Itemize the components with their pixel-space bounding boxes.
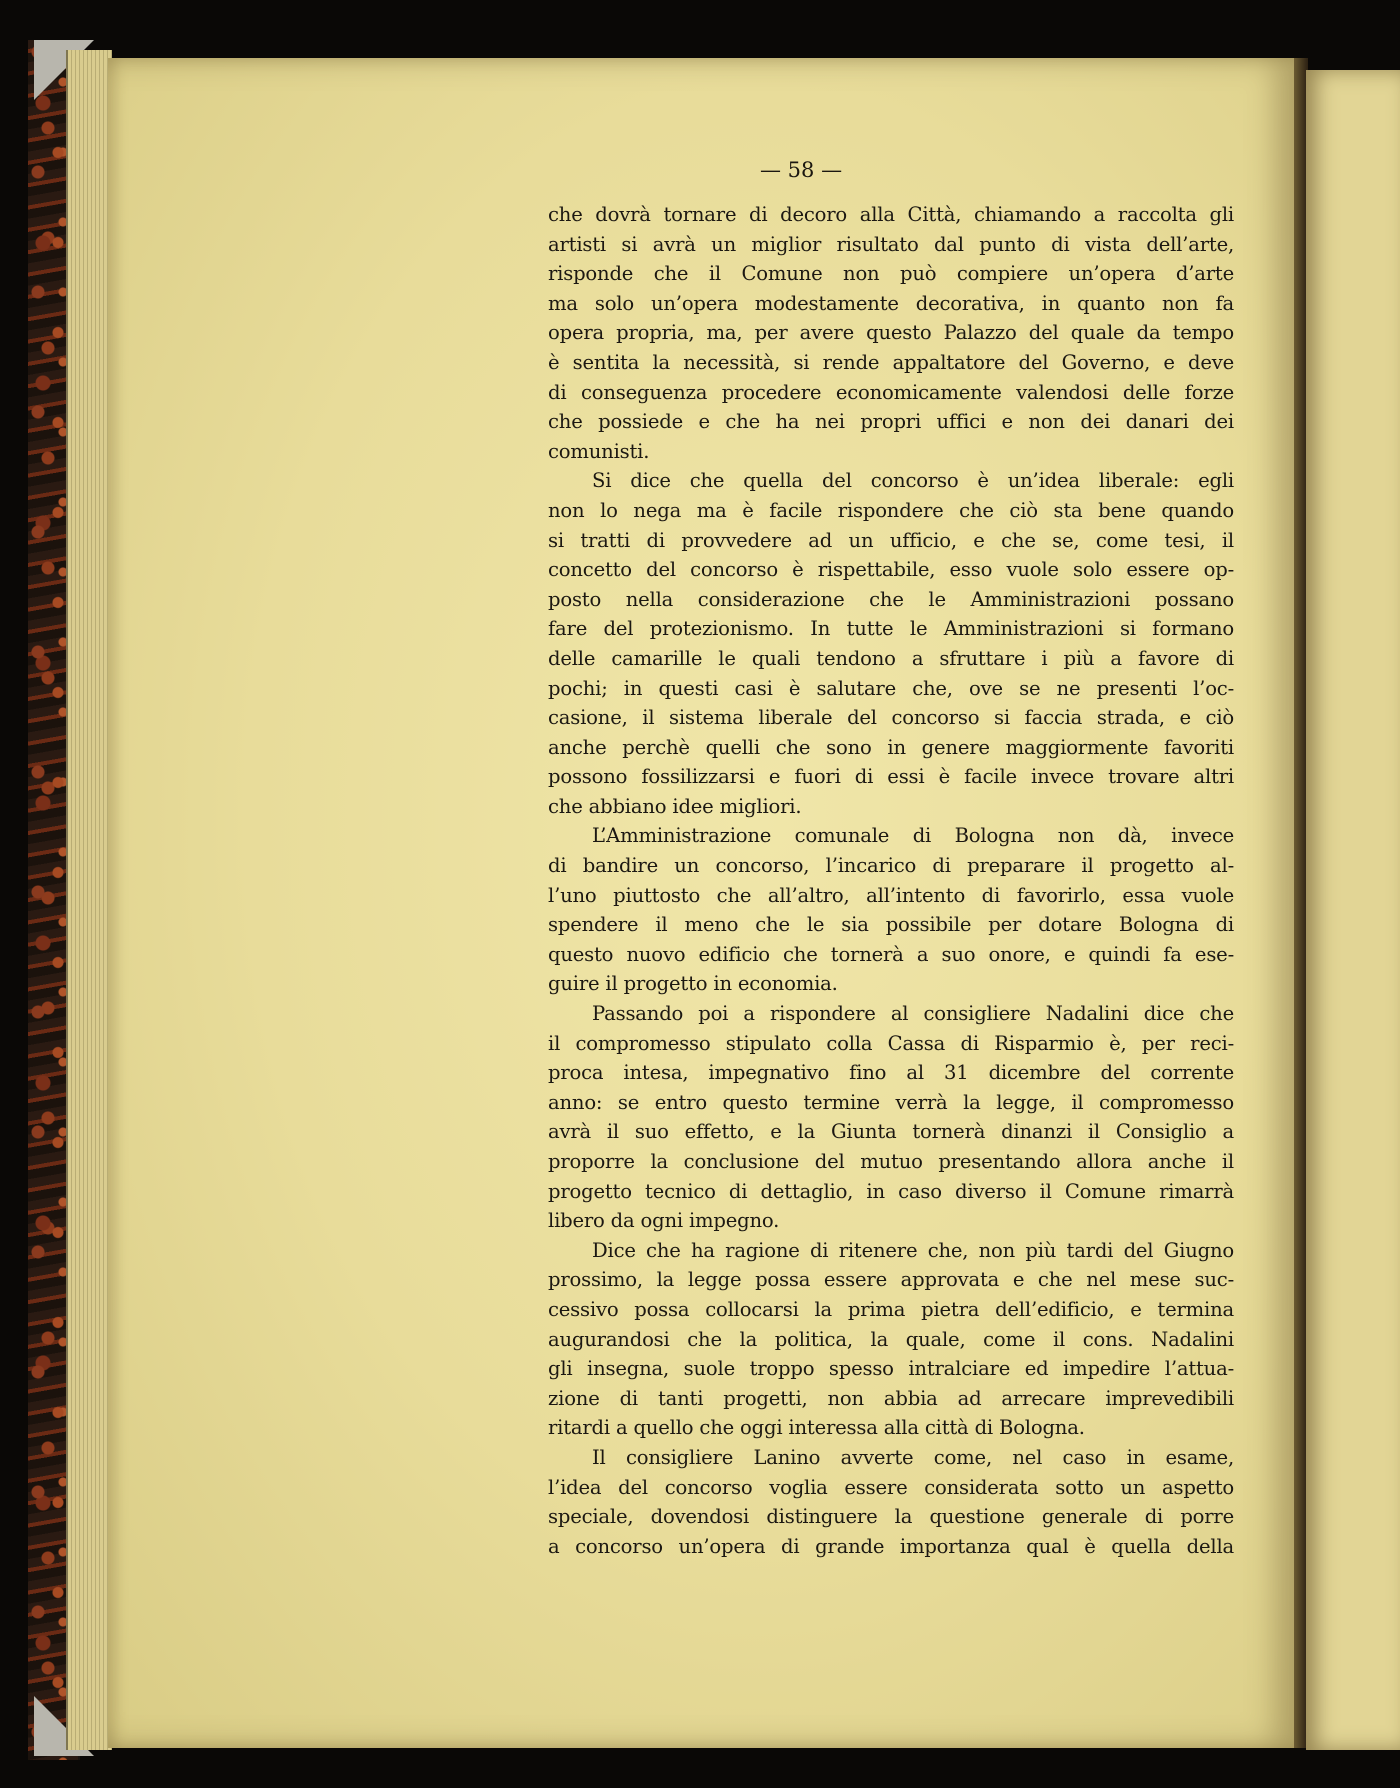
- text-line: fare del protezionismo. In tutte le Amministrazioni si formano: [548, 617, 1234, 641]
- text-line: il compromesso stipulato colla Cassa di Risparmio è, per reci-: [548, 1031, 1234, 1055]
- text-line: guire il progetto in economia.: [548, 972, 838, 996]
- text-line: comunisti.: [548, 439, 650, 463]
- page-body-text: [548, 200, 1234, 1561]
- text-line: l’uno piuttosto che all’altro, all’intento di favorirlo, essa vuole: [548, 883, 1234, 907]
- text-line: che dovrà tornare di decoro alla Città, chiamando a raccolta gli: [548, 203, 1234, 226]
- text-line: Si dice che quella del concorso è un’idea liberale: egli: [592, 469, 1234, 493]
- text-line: a concorso un’opera di grande importanza qual è quella della: [548, 1534, 1234, 1558]
- text-line: proporre la conclusione del mutuo presentando allora anche il: [548, 1150, 1234, 1173]
- text-line: zione di tanti progetti, non abbia ad arrecare imprevedibili: [548, 1386, 1234, 1410]
- text-line: ritardi a quello che oggi interessa alla città di Bologna.: [548, 1416, 1085, 1440]
- text-line: Il consigliere Lanino avverte come, nel caso in esame,: [592, 1445, 1234, 1469]
- text-line: augurandosi che la politica, la quale, come il cons. Nadalini: [548, 1327, 1234, 1351]
- text-line: delle camarille le quali tendono a sfruttare i più a favore di: [548, 646, 1234, 670]
- text-line: artisti si avrà un miglior risultato dal punto di vista dell’arte,: [548, 232, 1234, 256]
- text-line: si tratti di provvedere ad un ufficio, e che se, come tesi, il: [548, 528, 1234, 552]
- text-line: anche perchè quelli che sono in genere maggiormente favoriti: [548, 735, 1234, 759]
- text-line: L’Amministrazione comunale di Bologna non dà, invece: [592, 824, 1234, 848]
- text-line: ma solo un’opera modestamente decorativa, in quanto non fa: [548, 291, 1234, 315]
- text-line: proca intesa, impegnativo fino al 31 dicembre del corrente: [548, 1061, 1234, 1085]
- text-line: concetto del concorso è rispettabile, esso vuole solo essere op-: [548, 558, 1234, 582]
- text-line: l’idea del concorso voglia essere considerata sotto un aspetto: [548, 1475, 1234, 1499]
- text-line: non lo nega ma è facile rispondere che ciò sta bene quando: [548, 498, 1234, 522]
- text-line: Dice che ha ragione di ritenere che, non più tardi del Giugno: [592, 1238, 1234, 1262]
- text-line: casione, il sistema liberale del concorso si faccia strada, e ciò: [548, 706, 1234, 730]
- text-line: speciale, dovendosi distinguere la questione generale di porre: [548, 1505, 1234, 1529]
- text-line: di conseguenza procedere economicamente valendosi delle forze: [548, 380, 1234, 404]
- text-line: risponde che il Comune non può compiere un’opera d’arte: [548, 262, 1234, 286]
- text-line: gli insegna, suole troppo spesso intralciare ed impedire l’attua-: [548, 1357, 1234, 1381]
- text-line: di bandire un concorso, l’incarico di preparare il progetto al-: [548, 854, 1234, 878]
- facing-page-edge: [1306, 70, 1400, 1750]
- text-line: è sentita la necessità, si rende appaltatore del Governo, e deve: [548, 350, 1234, 374]
- text-line: che abbiano idee migliori.: [548, 794, 802, 818]
- text-line: progetto tecnico di dettaglio, in caso diverso il Comune rimarrà: [548, 1179, 1234, 1203]
- page-edges: [66, 50, 112, 1750]
- text-line: che possiede e che ha nei propri uffici e non dei danari dei: [548, 410, 1234, 434]
- text-line: Passando poi a rispondere al consigliere Nadalini dice che: [592, 1002, 1234, 1026]
- page-number: — 58 —: [760, 158, 843, 182]
- text-line: avrà il suo effetto, e la Giunta tornerà dinanzi il Consiglio a: [548, 1120, 1234, 1144]
- text-line: questo nuovo edificio che tornerà a suo onore, e quindi fa ese-: [548, 942, 1234, 966]
- text-line: pochi; in questi casi è salutare che, ove se ne presenti l’oc-: [548, 676, 1234, 700]
- text-line: cessivo possa collocarsi la prima pietra dell’edificio, e termina: [548, 1297, 1234, 1321]
- text-line: possono fossilizzarsi e fuori di essi è facile invece trovare altri: [548, 765, 1234, 789]
- text-line: opera propria, ma, per avere questo Palazzo del quale da tempo: [548, 321, 1234, 345]
- text-line: posto nella considerazione che le Amministrazioni possano: [548, 587, 1234, 611]
- text-line: spendere il meno che le sia possibile per dotare Bologna di: [548, 913, 1234, 937]
- text-line: anno: se entro questo termine verrà la legge, il compromesso: [548, 1090, 1234, 1114]
- text-line: prossimo, la legge possa essere approvata e che nel mese suc-: [548, 1268, 1234, 1292]
- text-line: libero da ogni impegno.: [548, 1209, 780, 1233]
